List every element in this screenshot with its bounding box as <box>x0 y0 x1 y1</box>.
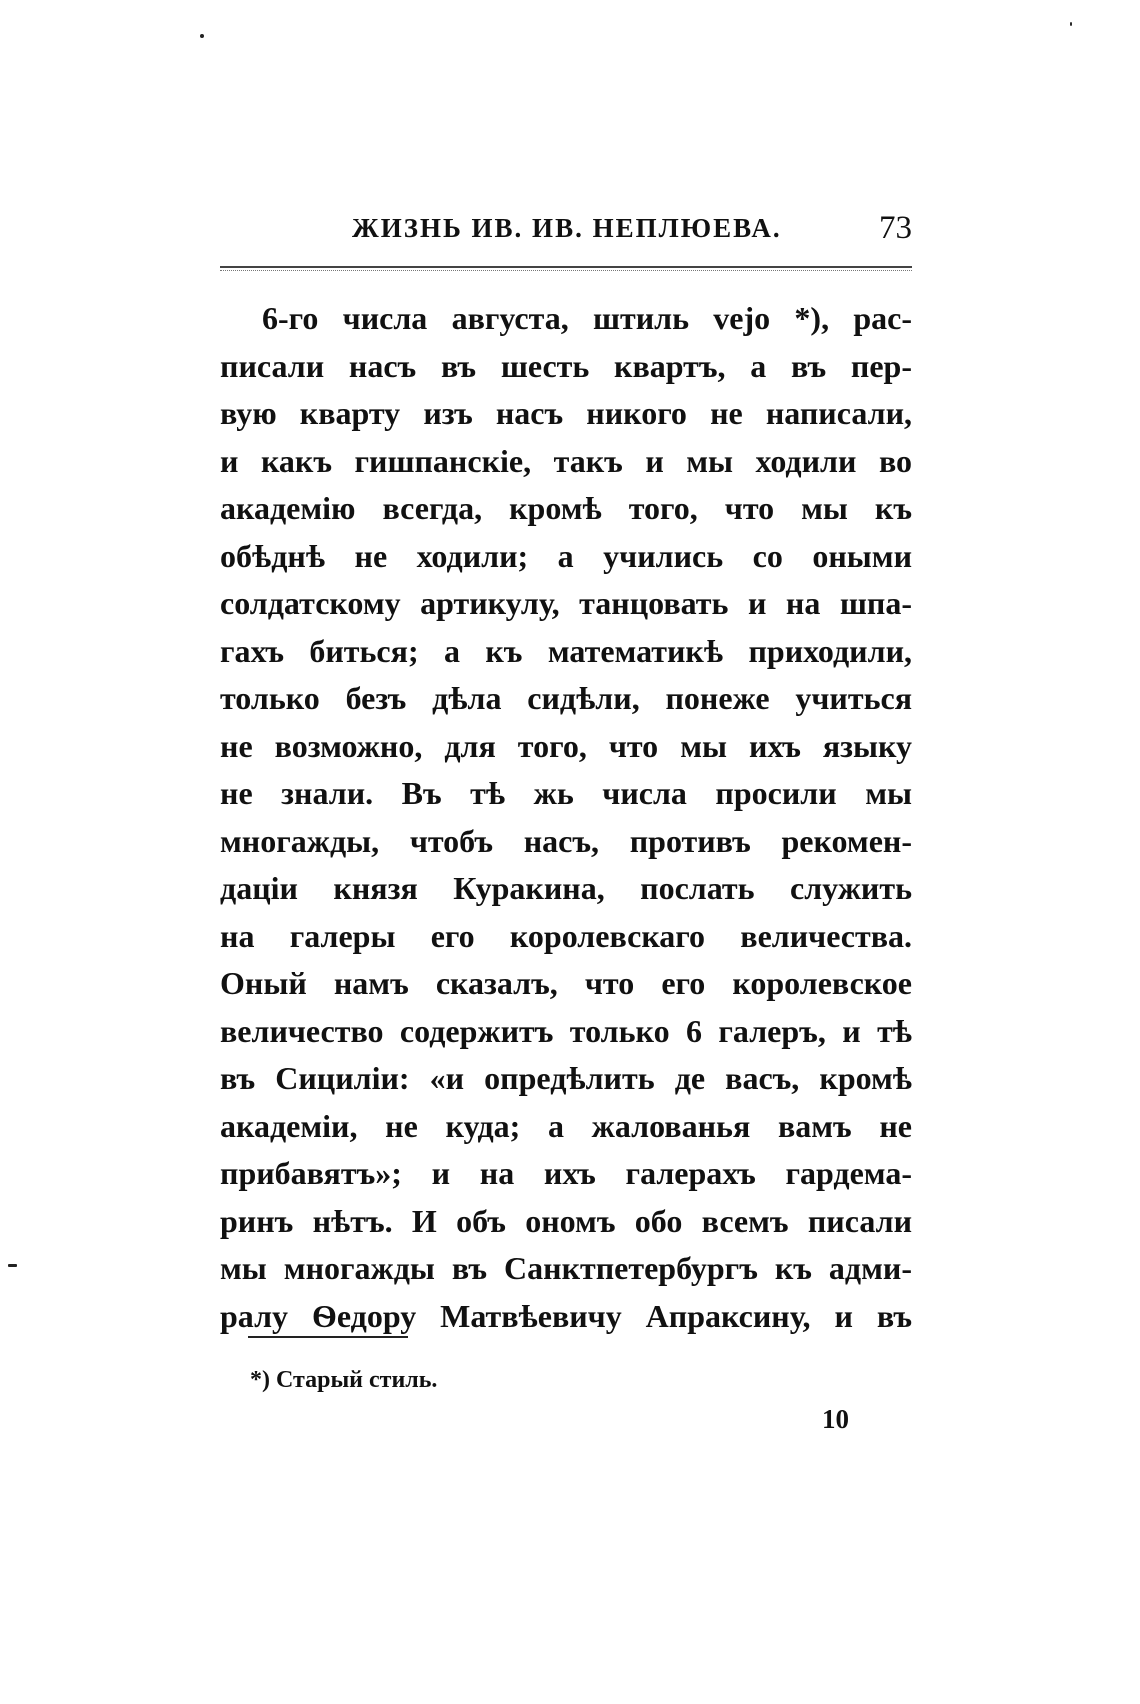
text-line: прибавятъ»; и на ихъ галерахъ гардема- <box>220 1155 912 1191</box>
text-line: 6-го числа августа, штиль vejo *), рас- <box>262 300 912 336</box>
text-line: Оный намъ сказалъ, что его королевское <box>220 965 912 1001</box>
footnote: *) Старый стиль. <box>250 1367 438 1393</box>
text-line: ралу Ѳедору Матвѣевичу Апраксину, и въ <box>220 1297 912 1334</box>
text-line: вую кварту изъ насъ никого не написали, <box>220 395 912 431</box>
scan-speck <box>200 34 204 38</box>
page-header <box>352 205 912 251</box>
text-line: обѣднѣ не ходили; а учились со оными <box>220 537 912 574</box>
running-title: ЖИЗНЬ ИВ. ИВ. НЕПЛЮЕВА. <box>352 213 782 243</box>
text-line: не знали. Въ тѣ жь числа просили мы <box>220 775 912 811</box>
text-line: академіи, не куда; а жалованья вамъ не <box>220 1107 912 1144</box>
header-rule <box>220 266 912 268</box>
text-line: величество содержитъ только 6 галеръ, и тѣ <box>220 1012 912 1049</box>
text-line: гахъ биться; а къ математикѣ приходили, <box>220 632 912 669</box>
text-line: не возможно, для того, что мы ихъ языку <box>220 727 912 764</box>
body-text <box>220 295 912 1340</box>
footnote-rule <box>248 1336 408 1338</box>
text-line: мы многажды въ Санктпетербургъ къ адми- <box>220 1250 912 1286</box>
text-line: даціи князя Куракина, послать служить <box>220 870 912 906</box>
text-line: писали насъ въ шесть квартъ, а въ пер- <box>220 347 912 384</box>
text-line: ринъ нѣтъ. И объ ономъ обо всемъ писали <box>220 1202 912 1239</box>
text-line: только безъ дѣла сидѣли, понеже учиться <box>220 680 912 716</box>
text-line: солдатскому артикулу, танцовать и на шпа- <box>220 585 912 621</box>
text-line: многажды, чтобъ насъ, противъ рекомен- <box>220 822 912 859</box>
page-number: 73 <box>879 210 912 246</box>
scan-speck <box>1070 22 1072 26</box>
text-line: и какъ гишпанскіе, такъ и мы ходили во <box>220 442 912 479</box>
scan-speck <box>8 1264 17 1267</box>
text-line: на галеры его королевскаго величества. <box>220 917 912 954</box>
text-line: академію всегда, кромѣ того, что мы къ <box>220 490 912 526</box>
signature-mark: 10 <box>822 1404 849 1434</box>
text-line: въ Сициліи: «и опредѣлить де васъ, кромѣ <box>220 1060 912 1096</box>
